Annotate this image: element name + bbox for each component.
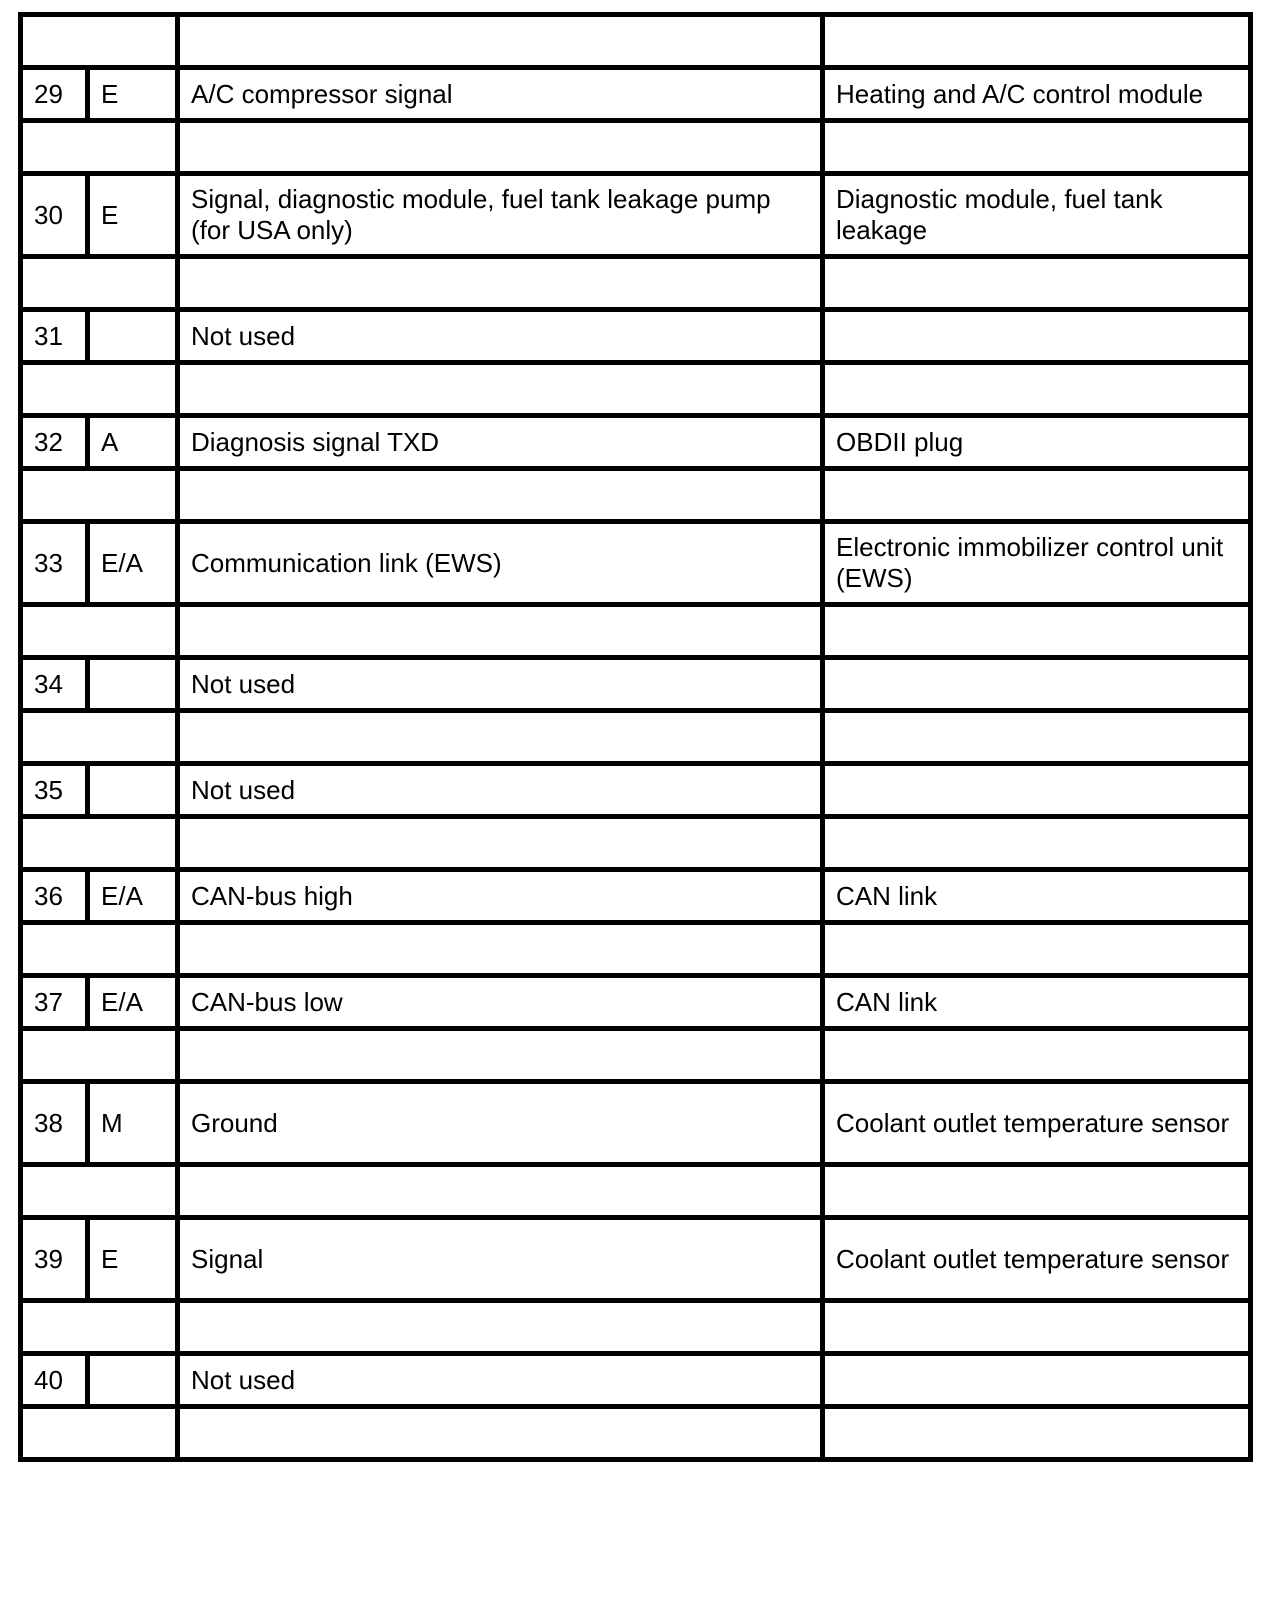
signal-type: M (88, 1082, 178, 1165)
pin-component: CAN link (823, 870, 1251, 923)
signal-type (88, 658, 178, 711)
signal-type: E/A (88, 522, 178, 605)
pin-number: 36 (21, 870, 88, 923)
pin-component: Coolant outlet temperature sensor (823, 1218, 1251, 1301)
signal-type: E (88, 174, 178, 257)
pin-number: 38 (21, 1082, 88, 1165)
pin-assignment-table (18, 12, 1253, 1462)
pin-description: A/C compressor signal (178, 68, 823, 121)
spacer-row (21, 469, 1251, 522)
pin-description: Communication link (EWS) (178, 522, 823, 605)
pin-component: CAN link (823, 976, 1251, 1029)
signal-type: E/A (88, 870, 178, 923)
pin-number: 39 (21, 1218, 88, 1301)
spacer-row (21, 1165, 1251, 1218)
spacer-row (21, 15, 1251, 68)
table-row (21, 976, 1251, 1029)
pin-description: Diagnosis signal TXD (178, 416, 823, 469)
signal-type (88, 310, 178, 363)
table-row (21, 658, 1251, 711)
pin-description: Not used (178, 658, 823, 711)
spacer-row (21, 1301, 1251, 1354)
signal-type: E (88, 68, 178, 121)
pin-description: Not used (178, 310, 823, 363)
spacer-row (21, 605, 1251, 658)
pin-number: 32 (21, 416, 88, 469)
pin-number: 35 (21, 764, 88, 817)
table-row (21, 870, 1251, 923)
signal-type (88, 1354, 178, 1407)
table-row (21, 174, 1251, 257)
pin-component (823, 764, 1251, 817)
pin-component (823, 658, 1251, 711)
table-row (21, 1082, 1251, 1165)
pin-component: Coolant outlet temperature sensor (823, 1082, 1251, 1165)
signal-type: E (88, 1218, 178, 1301)
table-row (21, 1218, 1251, 1301)
pin-description: CAN-bus high (178, 870, 823, 923)
pin-number: 29 (21, 68, 88, 121)
pin-component: OBDII plug (823, 416, 1251, 469)
pin-component: Electronic immobilizer control unit (EWS) (823, 522, 1251, 605)
pin-description: Not used (178, 764, 823, 817)
spacer-row (21, 923, 1251, 976)
spacer-row (21, 363, 1251, 416)
pin-number: 30 (21, 174, 88, 257)
pin-description: Not used (178, 1354, 823, 1407)
pin-number: 34 (21, 658, 88, 711)
pin-component (823, 310, 1251, 363)
pin-component (823, 1354, 1251, 1407)
pin-number: 37 (21, 976, 88, 1029)
table-row (21, 68, 1251, 121)
signal-type: E/A (88, 976, 178, 1029)
signal-type: A (88, 416, 178, 469)
spacer-row (21, 257, 1251, 310)
table-row (21, 764, 1251, 817)
spacer-row (21, 711, 1251, 764)
pin-number: 40 (21, 1354, 88, 1407)
pin-component: Heating and A/C control module (823, 68, 1251, 121)
table-row (21, 416, 1251, 469)
pin-description: CAN-bus low (178, 976, 823, 1029)
pin-description: Signal, diagnostic module, fuel tank leakage pump (for USA only) (178, 174, 823, 257)
pin-component: Diagnostic module, fuel tank leakage (823, 174, 1251, 257)
pin-number: 31 (21, 310, 88, 363)
spacer-row (21, 121, 1251, 174)
signal-type (88, 764, 178, 817)
pin-description: Ground (178, 1082, 823, 1165)
table-row (21, 310, 1251, 363)
table-row (21, 522, 1251, 605)
pin-number: 33 (21, 522, 88, 605)
spacer-row (21, 817, 1251, 870)
spacer-row (21, 1407, 1251, 1460)
pin-description: Signal (178, 1218, 823, 1301)
table-row (21, 1354, 1251, 1407)
spacer-row (21, 1029, 1251, 1082)
